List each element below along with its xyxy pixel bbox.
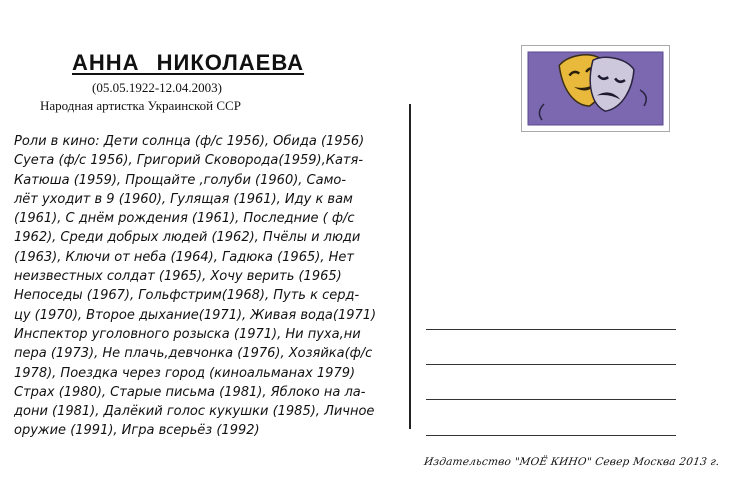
filmography-line: (1963), Ключи от неба (1964), Гадюка (1965), Нет: [14, 249, 354, 265]
filmography-line: (1961), С днём рождения (1961), Последние ( ф/с: [14, 211, 355, 227]
filmography-line: 1962), Среди добрых людей (1962), Пчёлы и люди: [14, 230, 361, 246]
filmography-line: лёт уходит в 9 (1960), Гулящая (1961), Иду к вам: [14, 191, 353, 207]
address-line: [426, 329, 676, 330]
honorary-title: Народная артистка Украинской ССР: [40, 98, 241, 113]
address-line: [426, 435, 676, 436]
filmography-line: дони (1981), Далёкий голос кукушки (1985), Личное: [14, 404, 375, 420]
filmography-line: цу (1970), Второе дыхание(1971), Живая вода(1971): [14, 307, 377, 323]
filmography-line: Страх (1980), Старые письма (1981), Яблоко на ла-: [14, 384, 366, 400]
filmography-line: Непоседы (1967), Гольфстрим(1968), Путь к серд-: [14, 288, 360, 304]
filmography-line: оружие (1991), Игра всерьёз (1992): [14, 423, 260, 439]
address-line: [426, 399, 676, 400]
filmography-text: [14, 132, 410, 441]
life-dates: (05.05.1922-12.04.2003): [92, 80, 222, 95]
theatre-masks-icon: [522, 46, 669, 131]
address-line: [426, 364, 676, 365]
filmography-line: 1978), Поездка через город (киноальманах 1979): [14, 365, 356, 381]
publisher-imprint: Издательство "МОЁ КИНО" Север Москва 2013 г.: [423, 456, 721, 468]
filmography-line: пера (1973), Не плачь,девчонка (1976), Хозяйка(ф/с: [14, 346, 373, 362]
filmography-line: Инспектор уголовного розыска (1971), Ни пуха,ни: [14, 326, 361, 342]
filmography-line: Катюша (1959), Прощайте ,голуби (1960), Само-: [14, 172, 347, 188]
actress-name: АННА НИКОЛАЕВА: [72, 50, 305, 75]
filmography-line: неизвестных солдат (1965), Хочу верить (1965): [14, 269, 342, 285]
filmography-line: Суета (ф/с 1956), Григорий Сковорода(1959),Катя-: [14, 153, 364, 169]
postage-stamp: [521, 45, 670, 132]
vertical-divider: [409, 104, 411, 429]
filmography-line: Роли в кино: Дети солнца (ф/с 1956), Обида (1956): [14, 134, 365, 149]
